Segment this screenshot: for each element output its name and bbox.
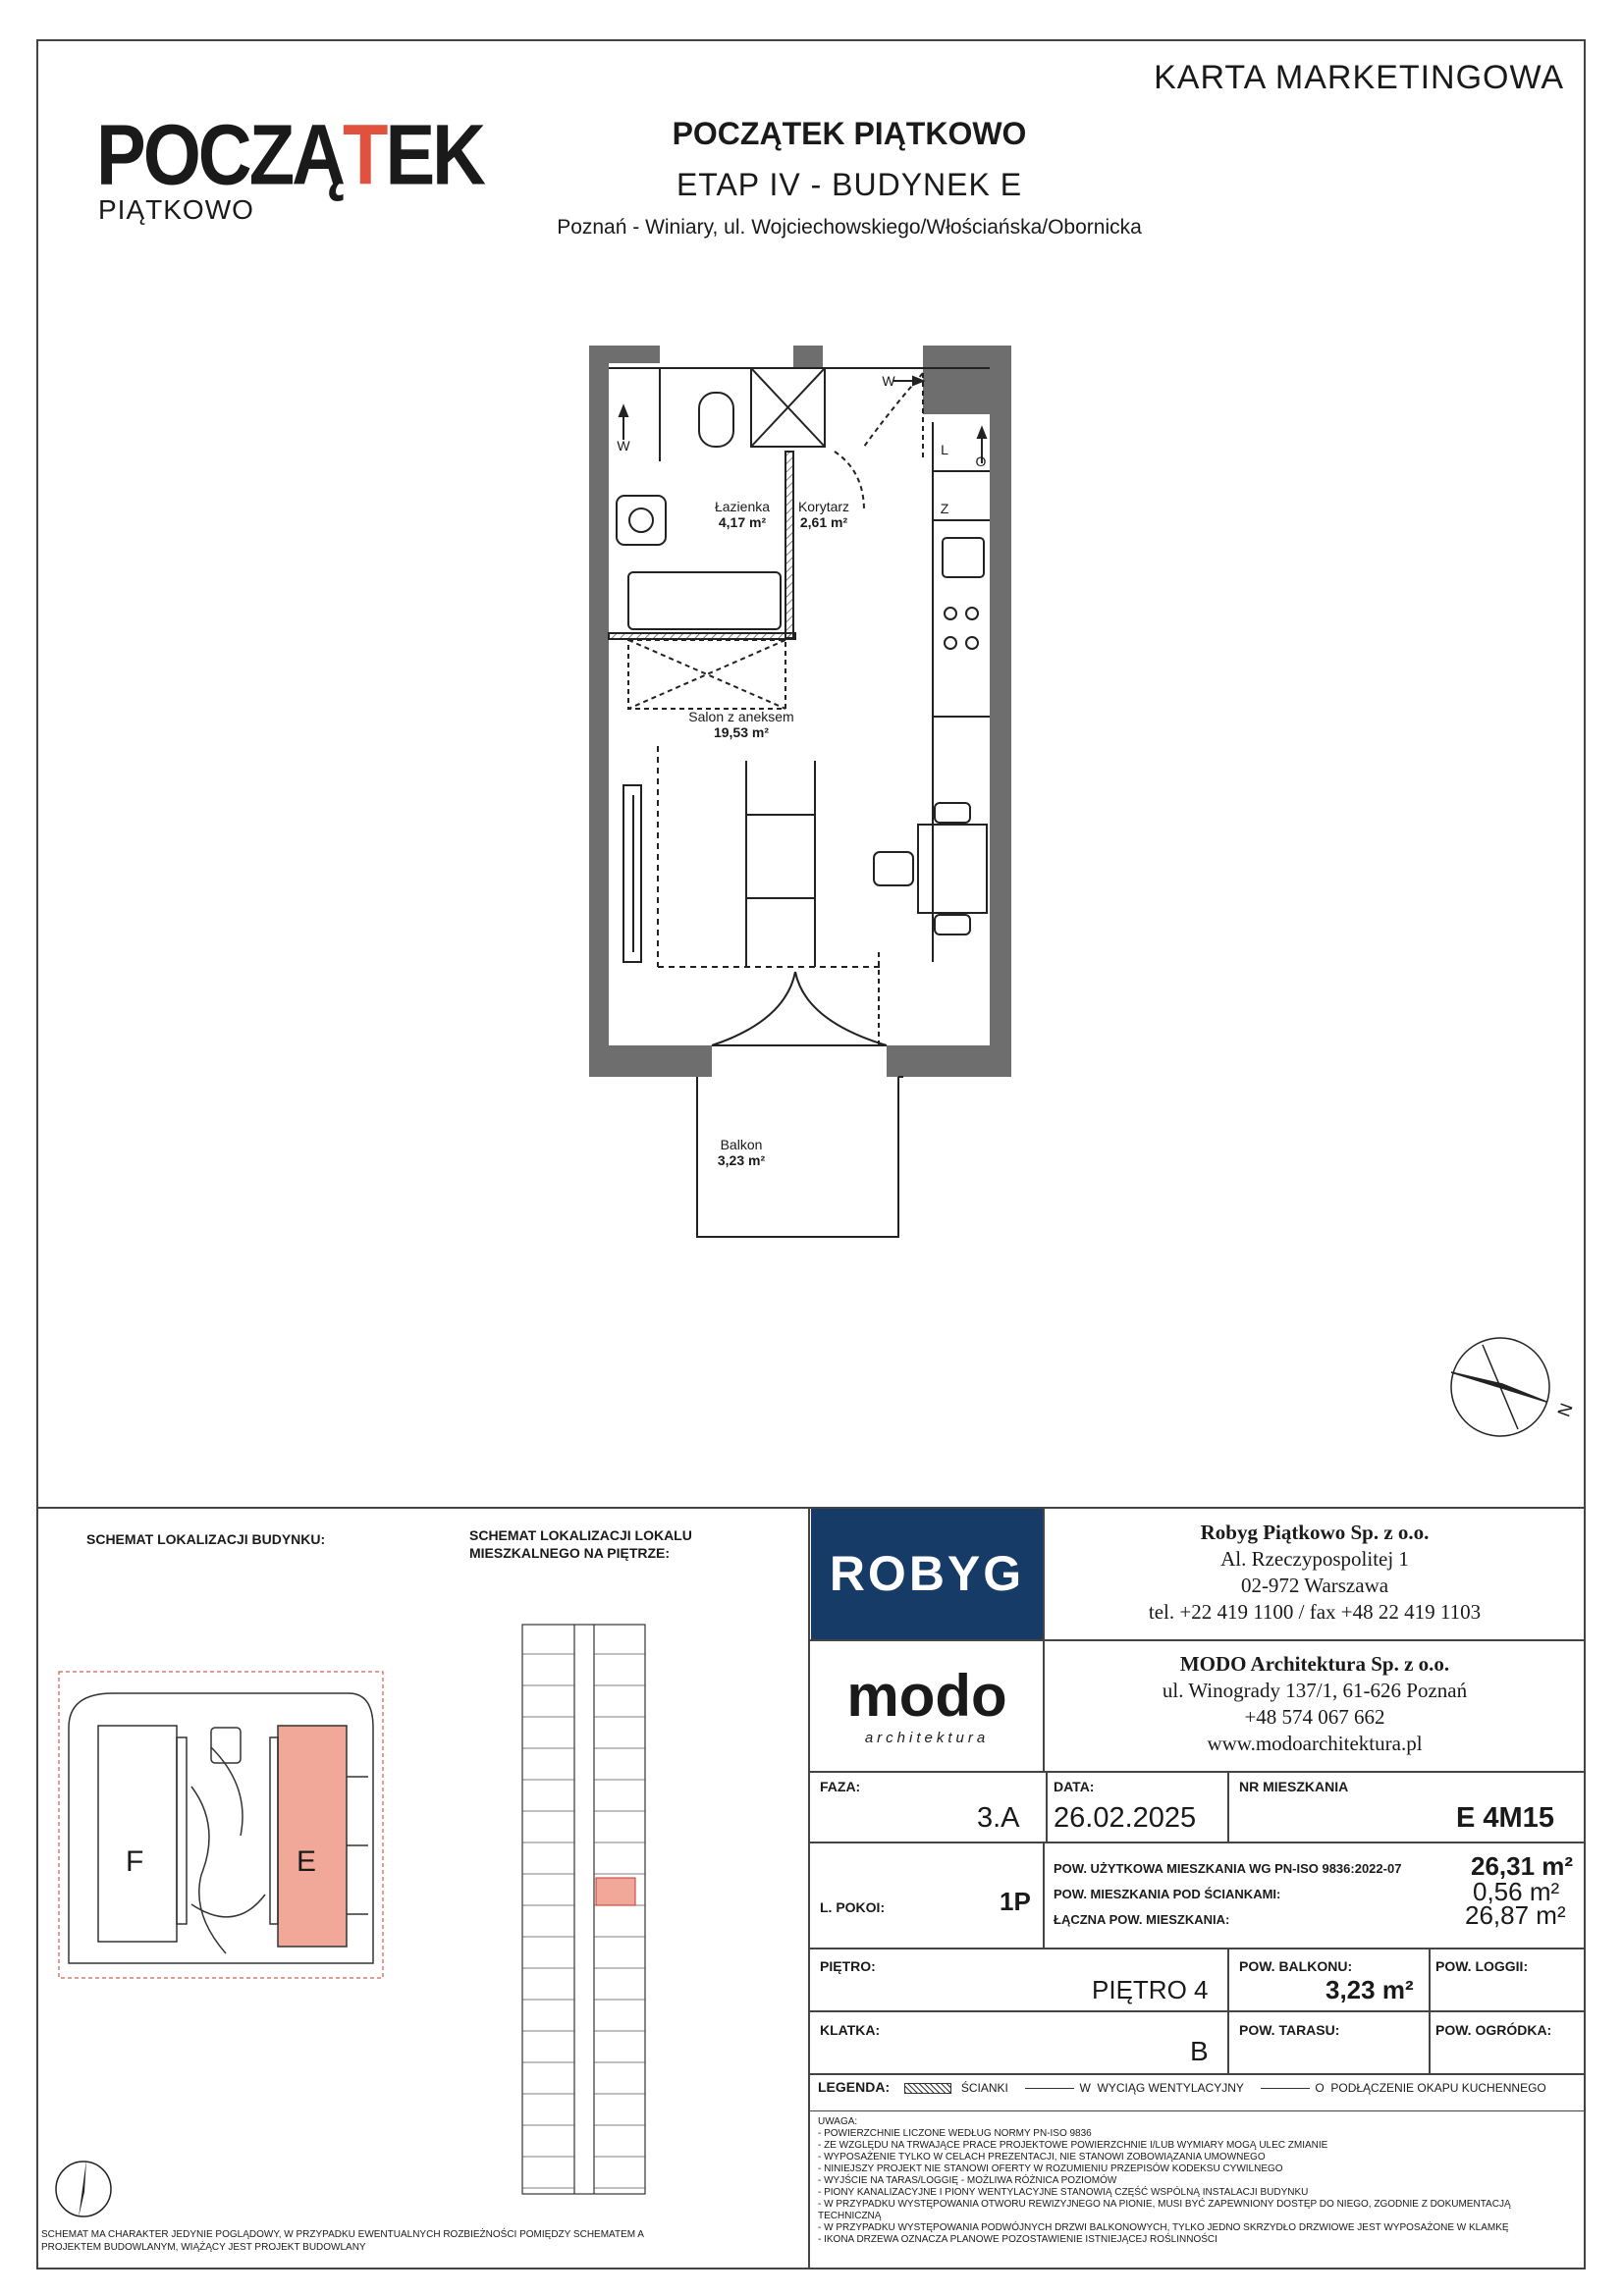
building-f-label: F [126, 1845, 144, 1878]
fridge-mark: L [941, 442, 948, 457]
vent-mark: W [882, 373, 895, 389]
walls-hatch-icon [904, 2083, 951, 2094]
project-name: POCZĄTEK PIĄTKOWO [672, 116, 1027, 151]
room-korytarz: Korytarz 2,61 m² [797, 499, 850, 530]
faza-label: FAZA: [820, 1779, 861, 1794]
balcony-area-label: POW. BALKONU: [1239, 1958, 1353, 1974]
slope-area-label: POW. MIESZKANIA POD ŚCIANKAMI: [1054, 1887, 1281, 1901]
hood-mark: O [975, 454, 987, 469]
compass-icon [49, 2155, 118, 2223]
date-value: 26.02.2025 [1054, 1802, 1197, 1834]
legend: LEGENDA: ŚCIANKI W WYCIĄG WENTYLACYJNY O PODŁĄCZENIE OKAPU KUCHENNEGO [818, 2079, 1546, 2095]
compass-label: N [1553, 1400, 1577, 1419]
building-scheme-title: SCHEMAT LOKALIZACJI BUDYNKU: [86, 1531, 326, 1547]
apartment-number-label: NR MIESZKANIA [1239, 1779, 1349, 1794]
document-type: KARTA MARKETINGOWA [1154, 59, 1564, 96]
rooms-label: L. POKOI: [820, 1899, 886, 1915]
architect-info: MODO Architektura Sp. z o.o. ul. Winogrady 137/1, 61-626 Poznań +48 574 067 662 www.modoarchitektura.pl [1162, 1652, 1468, 1755]
project-address: Poznań - Winiary, ul. Wojciechowskiego/Włościańska/Obornicka [557, 216, 1142, 239]
developer-info: Robyg Piątkowo Sp. z o.o. Al. Rzeczypospolitej 1 02-972 Warszawa tel. +22 419 1100 / fax +48 22 419 1103 [1148, 1521, 1482, 1624]
robyg-logo: ROBYG [811, 1509, 1043, 1639]
slope-area-value: 0,56 m² [1473, 1877, 1560, 1906]
terrace-area-label: POW. TARASU: [1239, 2022, 1340, 2038]
project-logo: POCZĄTEK [96, 107, 484, 203]
loggia-area-label: POW. LOGGII: [1435, 1958, 1529, 1974]
vent-arrow-icon [1025, 2088, 1074, 2089]
room-salon: Salon z aneksem 19,53 m² [688, 709, 794, 740]
modo-logo: modo architektura [846, 1663, 1007, 1746]
freezer-mark: Z [940, 501, 949, 516]
floor-location-scheme [511, 1615, 658, 2204]
project-stage: ETAP IV - BUDYNEK E [676, 167, 1023, 202]
floor-label: PIĘTRO: [820, 1958, 876, 1974]
project-logo-sub: PIĄTKOWO [98, 194, 254, 225]
balcony-area-value: 3,23 m² [1325, 1975, 1414, 2004]
hood-line-icon [1261, 2088, 1310, 2089]
staircase-value: B [1190, 2036, 1209, 2066]
building-location-scheme [54, 1669, 388, 1983]
staircase-label: KLATKA: [820, 2022, 881, 2038]
vent-mark: W [617, 438, 630, 454]
compass-icon [1451, 1338, 1549, 1436]
building-e-label: E [297, 1845, 317, 1878]
total-area-value: 26,87 m² [1465, 1900, 1566, 1930]
notes: UWAGA: - POWIERZCHNIE LICZONE WEDŁUG NORMY PN-ISO 9836 - ZE WZGLĘDU NA TRWAJĄCE PRACE PROJEKTOWE POWIERZCHNIE I/LUB WYMIARY MOGĄ ULEC ZMIANIE - WYPOSAŻENIE TYLKO W CELACH PREZENTACJI, NIE STANOWI ZOBOWIĄZANIA UMOWNEGO - NINIEJSZY PROJEKT NIE STANOWI OFERTY W ROZUMIENIU PRZEPISÓW KODEKSU CYWILNEGO - WYJŚCIE NA TARAS/LOGGIĘ - MOŻLIWA RÓŻNICA POZIOMÓW - PIONY KANALIZACYJNE I PIONY WENTYLACYJNE STANOWIĄ CZĘŚĆ WSPÓLNĄ INSTALACJI BUDYNKU - W PRZYPADKU WYSTĘPOWANIA OTWORU REWIZYJNEGO NA PIONIE, MUSI BYĆ ZAPEWNIONY DOSTĘP DO NIEGO, ZGODNIE Z DOKUMENTACJĄ TECHNICZNĄ - W PRZYPADKU WYSTĘPOWANIA PODWÓJNYCH DRZWI BALKONOWYCH, TYLKO JEDNO SKRZYDŁO DRZWIOWE JEST WYPOSAŻONE W KLAMKĘ - IKONA DRZEWA OZNACZA PLANOWE POZOSTAWIENIE ISTNIEJĄCEJ ROŚLINNOŚCI [818, 2116, 1511, 2245]
rooms-value: 1P [1000, 1887, 1031, 1916]
floor-scheme-title: SCHEMAT LOKALIZACJI LOKALU MIESZKALNEGO NA PIĘTRZE: [469, 1527, 692, 1561]
room-balkon: Balkon 3,23 m² [717, 1137, 766, 1168]
floor-value: PIĘTRO 4 [1092, 1975, 1209, 2004]
room-lazienka: Łazienka 4,17 m² [714, 499, 771, 530]
data-label: DATA: [1054, 1779, 1095, 1794]
usable-area-label: POW. UŻYTKOWA MIESZKANIA WG PN-ISO 9836:2022-07 [1054, 1861, 1402, 1876]
garden-area-label: POW. OGRÓDKA: [1435, 2022, 1552, 2038]
total-area-label: ŁĄCZNA POW. MIESZKANIA: [1054, 1912, 1230, 1927]
scheme-disclaimer: SCHEMAT MA CHARAKTER JEDYNIE POGLĄDOWY, W PRZYPADKU EWENTUALNYCH ROZBIEŻNOŚCI POMIĘDZY SCHEMATEM A PROJEKTEM BUDOWLANYM, WIĄŻĄCY JEST PROJEKT BUDOWLANY [41, 2229, 644, 2253]
faza-value: 3.A [977, 1802, 1020, 1834]
usable-area-value: 26,31 m² [1471, 1851, 1574, 1881]
apartment-number: E 4M15 [1456, 1802, 1554, 1834]
